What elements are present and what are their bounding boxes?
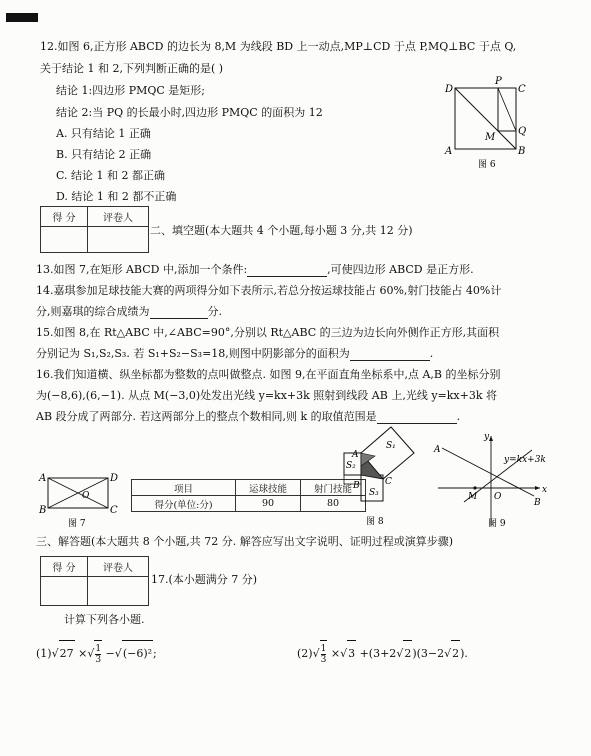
q13 bbox=[36, 263, 474, 277]
table-value-shoot: 80 bbox=[301, 496, 366, 512]
score-box-section2 bbox=[40, 206, 149, 253]
q16-line3 bbox=[36, 410, 460, 424]
score-box-section3 bbox=[40, 556, 149, 606]
fig6-label-p: P bbox=[495, 76, 502, 87]
q14-line2 bbox=[36, 305, 222, 319]
q17-intro: 计算下列各小题. bbox=[64, 613, 145, 626]
q17-p2-radicand3: 2 bbox=[451, 640, 460, 667]
fig7-label-a: A bbox=[39, 473, 47, 484]
q15-line2-post: . bbox=[429, 347, 434, 360]
table-header-shoot: 射门技能 bbox=[301, 480, 366, 496]
sqrt-sign-icon: √ bbox=[114, 647, 122, 660]
score-box3-col1: 得 分 bbox=[41, 557, 88, 577]
fig8-label-s2: S₂ bbox=[346, 461, 356, 471]
q14-line1: 14.嘉琪参加足球技能大赛的两项得分如下表所示,若总分按运球技能占 60%,射门技能占 40%计 bbox=[36, 284, 502, 297]
fig8-label-s1: S₁ bbox=[386, 441, 396, 451]
q17-heading: 17.(本小题满分 7 分) bbox=[151, 573, 258, 586]
q14-line2-post: 分. bbox=[207, 305, 222, 318]
sqrt-sign-icon: √ bbox=[87, 647, 95, 660]
q17-p1-fraction: $\frac{1}{3}$ bbox=[95, 643, 102, 665]
table-value-dribble: 90 bbox=[236, 496, 301, 512]
fig7-label-c: C bbox=[110, 505, 118, 516]
q17-p2-radicand2: 2 bbox=[403, 640, 412, 667]
fig6-label-b: B bbox=[518, 146, 526, 157]
q12-conclusion1: 结论 1:四边形 PMQC 是矩形; bbox=[56, 84, 205, 97]
q13-pre: 13.如图 7,在矩形 ABCD 中,添加一个条件: bbox=[36, 263, 248, 276]
fig9-label-m: M bbox=[468, 492, 478, 502]
fig8-caption: 图 8 bbox=[366, 517, 384, 527]
figure-6 bbox=[440, 76, 530, 170]
q15-line2 bbox=[36, 347, 433, 361]
section3-heading: 三、解答题(本大题共 8 个小题,共 72 分. 解答应写出文字说明、证明过程或演算步骤) bbox=[36, 535, 454, 548]
fig9-line-label: y=kx+3k bbox=[504, 455, 546, 465]
fig6-label-d: D bbox=[445, 84, 454, 95]
q17-p1-label: (1) bbox=[36, 647, 52, 660]
q14-line2-text: 分,则嘉琪的综合成绩为 bbox=[36, 305, 150, 318]
fig9-label-x: x bbox=[542, 485, 548, 495]
q14-answer-blank[interactable] bbox=[150, 307, 208, 319]
table-row-label: 得分(单位:分) bbox=[132, 496, 236, 512]
q12-option-d: D. 结论 1 和 2 都不正确 bbox=[56, 190, 177, 203]
q12-conclusion2: 结论 2:当 PQ 的长最小时,四边形 PMQC 的面积为 12 bbox=[56, 106, 323, 119]
page-corner-marker bbox=[6, 13, 38, 22]
q12-stem-line2: 关于结论 1 和 2,下列判断正确的是( ) bbox=[40, 62, 224, 75]
q17-part1: (1)√27 ×√ $\frac{1}{3}$ −√(−6)²; bbox=[36, 640, 157, 667]
fig7-caption: 图 7 bbox=[68, 519, 86, 529]
score-box-col2: 评卷人 bbox=[88, 207, 149, 227]
q17-p2-radicand1: 3 bbox=[347, 640, 356, 667]
sqrt-sign-icon: √ bbox=[51, 647, 59, 660]
fig6-label-q: Q bbox=[518, 126, 527, 137]
figure-8 bbox=[335, 426, 415, 530]
sqrt-sign-icon: √ bbox=[312, 647, 320, 660]
fig8-label-c: C bbox=[385, 477, 392, 487]
q16-line3-text: AB 段分成了两部分. 若这两部分上的整点个数相同,则 k 的取值范围是 bbox=[36, 410, 377, 423]
q12-option-c: C. 结论 1 和 2 都正确 bbox=[56, 169, 166, 182]
sqrt-sign-icon: √ bbox=[444, 647, 452, 660]
sqrt-sign-icon: √ bbox=[396, 647, 404, 660]
q16-line3-post: . bbox=[456, 410, 461, 423]
q17-part2: (2)√ $\frac{1}{3}$ ×√3 +(3+2√2)(3−2√2). bbox=[297, 640, 468, 667]
fig7-label-d: D bbox=[110, 473, 119, 484]
fig7-label-o: O bbox=[82, 491, 90, 501]
fig9-label-y: y bbox=[484, 432, 490, 442]
fig6-label-m: M bbox=[485, 132, 496, 143]
q12-stem-line1: 12.如图 6,正方形 ABCD 的边长为 8,M 为线段 BD 上一动点,MP⊥CD 于点 P,MQ⊥BC 于点 Q, bbox=[40, 40, 517, 53]
fig7-label-b: B bbox=[39, 505, 47, 516]
fig8-label-b: B bbox=[353, 481, 360, 491]
sqrt-sign-icon: √ bbox=[340, 647, 348, 660]
q17-p2-fraction: $\frac{1}{3}$ bbox=[320, 643, 327, 665]
fig8-label-s3: S₃ bbox=[369, 488, 379, 498]
fig9-label-o: O bbox=[494, 492, 502, 502]
score-data-table bbox=[131, 479, 366, 512]
fig9-caption: 图 9 bbox=[488, 519, 506, 529]
table-header-item: 项目 bbox=[132, 480, 236, 496]
q15-answer-blank[interactable] bbox=[350, 349, 430, 361]
q13-answer-blank[interactable] bbox=[247, 265, 327, 277]
q16-line2: 为(−8,6),(6,−1). 从点 M(−3,0)处发出光线 y=kx+3k 照射到线段 AB 上,光线 y=kx+3k 将 bbox=[36, 389, 497, 402]
figure-7 bbox=[36, 470, 126, 528]
q12-option-b: B. 只有结论 2 正确 bbox=[56, 148, 152, 161]
score-box3-col2: 评卷人 bbox=[88, 557, 149, 577]
q16-answer-blank[interactable] bbox=[377, 412, 457, 424]
fig9-label-b: B bbox=[534, 498, 541, 508]
q15-line1: 15.如图 8,在 Rt△ABC 中,∠ABC=90°,分别以 Rt△ABC 的三边为边长向外侧作正方形,其面积 bbox=[36, 326, 500, 339]
fig8-label-a: A bbox=[352, 450, 359, 460]
section2-heading: 二、填空题(本大题共 4 个小题,每小题 3 分,共 12 分) bbox=[150, 224, 413, 237]
q12-option-a: A. 只有结论 1 正确 bbox=[56, 127, 151, 140]
fig6-label-c: C bbox=[518, 84, 526, 95]
q17-p1-radicand1: 27 bbox=[59, 640, 75, 667]
figure-9 bbox=[430, 430, 546, 530]
q13-post: ,可使四边形 ABCD 是正方形. bbox=[327, 263, 474, 276]
q17-p2-label: (2) bbox=[297, 647, 313, 660]
q16-line1: 16.我们知道横、纵坐标都为整数的点叫做整点. 如图 9,在平面直角坐标系中,点 A,B 的坐标分别 bbox=[36, 368, 501, 381]
q17-p1-radicand2: (−6)² bbox=[122, 640, 153, 667]
fig6-caption: 图 6 bbox=[478, 160, 496, 170]
fig9-label-a: A bbox=[434, 445, 441, 455]
q15-line2-text: 分别记为 S₁,S₂,S₃. 若 S₁+S₂−S₃=18,则图中阴影部分的面积为 bbox=[36, 347, 350, 360]
table-header-dribble: 运球技能 bbox=[236, 480, 301, 496]
fig6-label-a: A bbox=[445, 146, 453, 157]
score-box-col1: 得 分 bbox=[41, 207, 88, 227]
